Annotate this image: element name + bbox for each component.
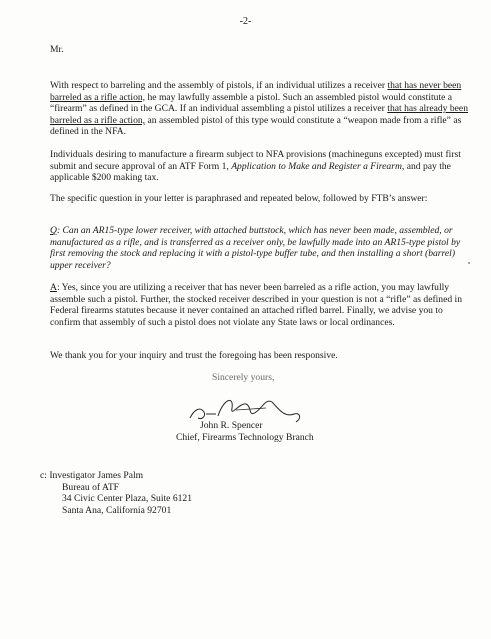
paragraph-barreling-part-a: With respect to barreling and the assembly of pistols, if an individual utilizes a receiver bbox=[50, 80, 388, 91]
carbon-copy-block bbox=[40, 470, 192, 516]
salutation: Mr. bbox=[50, 44, 64, 55]
question-text: : Can an AR15-type lower receiver, with attached buttstock, which has never been made, assembled, or manufactured as a rifle, and is transferred as a receiver only, be lawfully made into an AR15-type pistol by first removing the stock and replacing it with a pistol-type buffer tube, and then installing a short (barrel) upper receiver? bbox=[50, 225, 461, 271]
page-number: -2- bbox=[239, 16, 252, 27]
paragraph-barreling-part-e: an assembled pistol of this type would constitute a “weapon made from a rifle” as defined in the NFA. bbox=[50, 114, 462, 138]
paragraph-nfa-part-a: Individuals desiring to manufacture a firearm subject to NFA provisions (machineguns excepted) must first submit and secure approval of an ATF Form 1, bbox=[50, 149, 461, 172]
question-label: Q bbox=[50, 225, 57, 236]
paragraph-barreling-underline-1: that has never been barreled as a rifle action, bbox=[50, 80, 462, 103]
signer-name bbox=[176, 420, 263, 432]
scan-speck bbox=[468, 262, 470, 264]
answer-text: : Yes, since you are utilizing a receiver that has never been barreled as a rifle action, you may lawfully assemble such a pistol. Further, the stocked receiver described in your question is not a “rifle” as defined in Federal firearms statutes because it never contained an attached rifled barrel. Finally, we advise you to confirm that assembly of such a pistol does not violate any State laws or local ordinances. bbox=[50, 282, 463, 328]
question-block bbox=[50, 225, 475, 271]
paragraph-question-intro: The specific question in your letter is paraphrased and repeated below, followed by FTB’s answer: bbox=[50, 193, 428, 204]
paragraph-nfa-form bbox=[50, 149, 475, 184]
answer-block bbox=[50, 282, 475, 328]
paragraph-nfa-form-title: Application to Make and Register a Firearm bbox=[231, 160, 402, 172]
paragraph-thanks: We thank you for your inquiry and trust the foregoing has been responsive. bbox=[50, 350, 338, 361]
cc-line-2: Bureau of ATF bbox=[62, 481, 120, 493]
signer-title: Chief, Firearms Technology Branch bbox=[176, 432, 314, 443]
cc-line-4: Santa Ana, California 92701 bbox=[62, 504, 172, 516]
paragraph-barreling bbox=[50, 80, 475, 138]
answer-label: A bbox=[50, 282, 57, 293]
signer-name-text: John R. Spencer bbox=[200, 420, 263, 431]
cc-line-1 bbox=[40, 470, 192, 482]
cc-prefix: c: bbox=[40, 470, 50, 481]
paragraph-barreling-underline-2: that has already been barreled as a rifle action, bbox=[50, 103, 468, 126]
paragraph-barreling-part-c: he may lawfully assemble a pistol. Such an assembled pistol would constitute a “firearm” as defined in the GCA. If an individual assembling a pistol utilizes a receiver bbox=[50, 91, 453, 115]
cc-line-3: 34 Civic Center Plaza, Suite 6121 bbox=[62, 493, 193, 505]
paragraph-nfa-part-c: , and pay the applicable $200 making tax. bbox=[50, 160, 451, 184]
closing: Sincerely yours, bbox=[212, 372, 275, 383]
handwritten-signature bbox=[176, 388, 316, 424]
cc-recipient: Investigator James Palm bbox=[49, 470, 144, 481]
